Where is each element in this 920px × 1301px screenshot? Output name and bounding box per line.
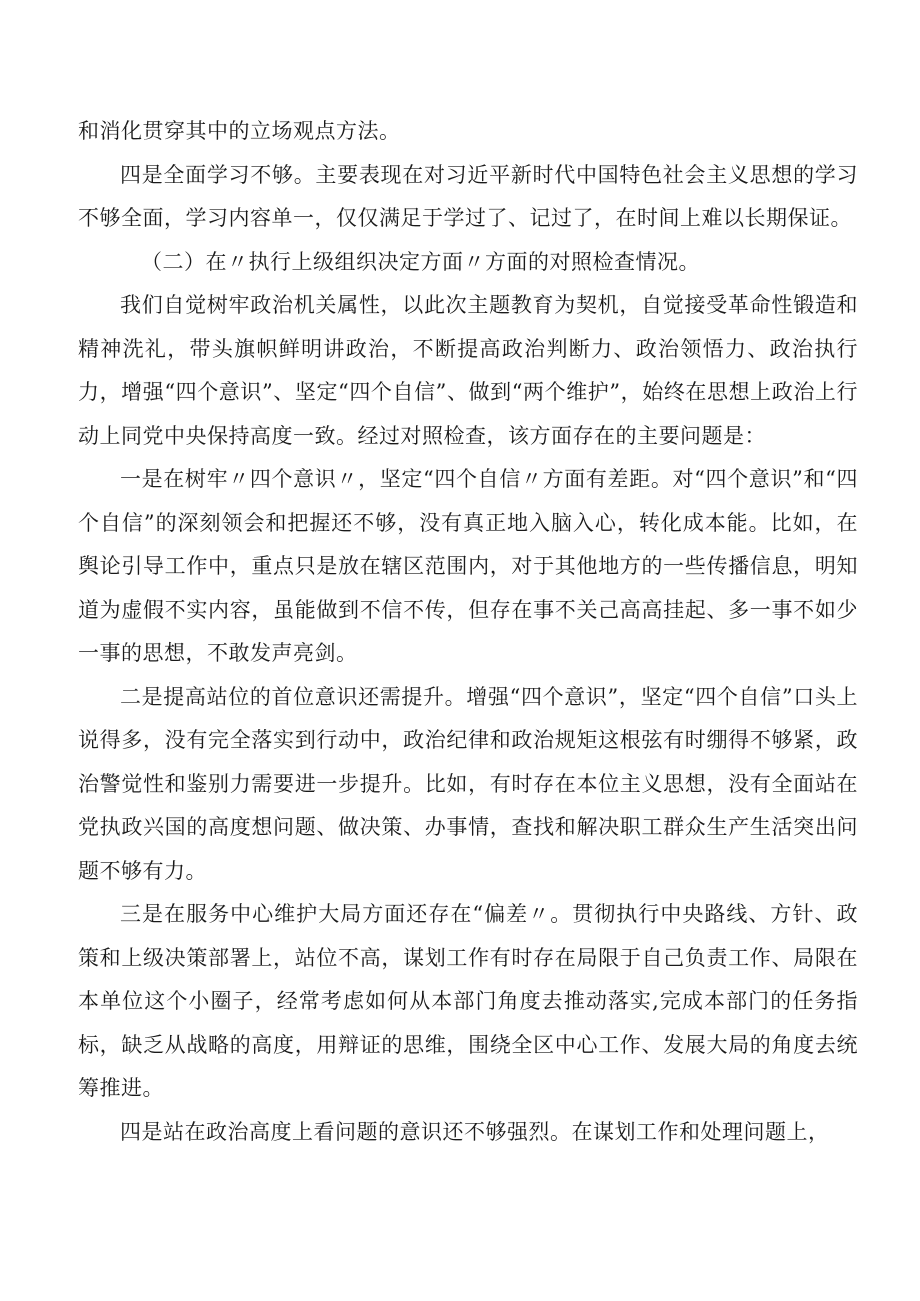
document-body	[78, 110, 858, 1154]
paragraph-point-four: 四是站在政治高度上看问题的意识还不够强烈。在谋划工作和处理问题上，	[120, 1119, 830, 1144]
paragraph-point-two: 二是提高站位的首位意识还需提升。增强“四个意识”，坚定“四个自信”口头上说得多，没有完全落实到行动中，政治纪律和政治规矩这根弦有时绷得不够紧，政治警觉性和鉴别力需要进一步提升。比如，有时存在本位主义思想，没有全面站在党执政兴国的高度想问题、做决策、办事情，查找和解决职工群众生产生活突出问题不够有力。	[78, 684, 858, 883]
paragraph-intro: 我们自觉树牢政治机关属性，以此次主题教育为契机，自觉接受革命性锻造和精神洗礼，带头旗帜鲜明讲政治，不断提高政治判断力、政治领悟力、政治执行力，增强“四个意识”、坚定“四个自信”、做到“两个维护”，始终在思想上政治上行动上同党中央保持高度一致。经过对照检查，该方面存在的主要问题是：	[78, 293, 858, 448]
paragraph-point-four-study: 四是全面学习不够。主要表现在对习近平新时代中国特色社会主义思想的学习不够全面，学习内容单一，仅仅满足于学过了、记过了，在时间上难以长期保证。	[78, 162, 858, 230]
paragraph-point-three: 三是在服务中心维护大局方面还存在“偏差〃。贯彻执行中央路线、方针、政策和上级决策部署上，站位不高，谋划工作有时存在局限于自己负责工作、局限在本单位这个小圈子，经常考虑如何从本部门角度去推动落实,完成本部门的任务指标，缺乏从战略的高度，用辩证的思维，围绕全区中心工作、发展大局的角度去统筹推进。	[78, 902, 858, 1100]
paragraph-continuation: 和消化贯穿其中的立场观点方法。	[78, 119, 401, 143]
section-subheading: （二）在〃执行上级组织决定方面〃方面的对照检查情况。	[141, 249, 700, 274]
paragraph-point-one: 一是在树牢〃四个意识〃，坚定“四个自信〃方面有差距。对“四个意识”和“四个自信”的深刻领会和把握还不够，没有真正地入脑入心，转化成本能。比如，在舆论引导工作中，重点只是放在辖区范围内，对于其他地方的一些传播信息，明知道为虚假不实内容，虽能做到不信不传，但存在事不关己高高挂起、多一事不如少一事的思想，不敢发声亮剑。	[78, 467, 858, 665]
